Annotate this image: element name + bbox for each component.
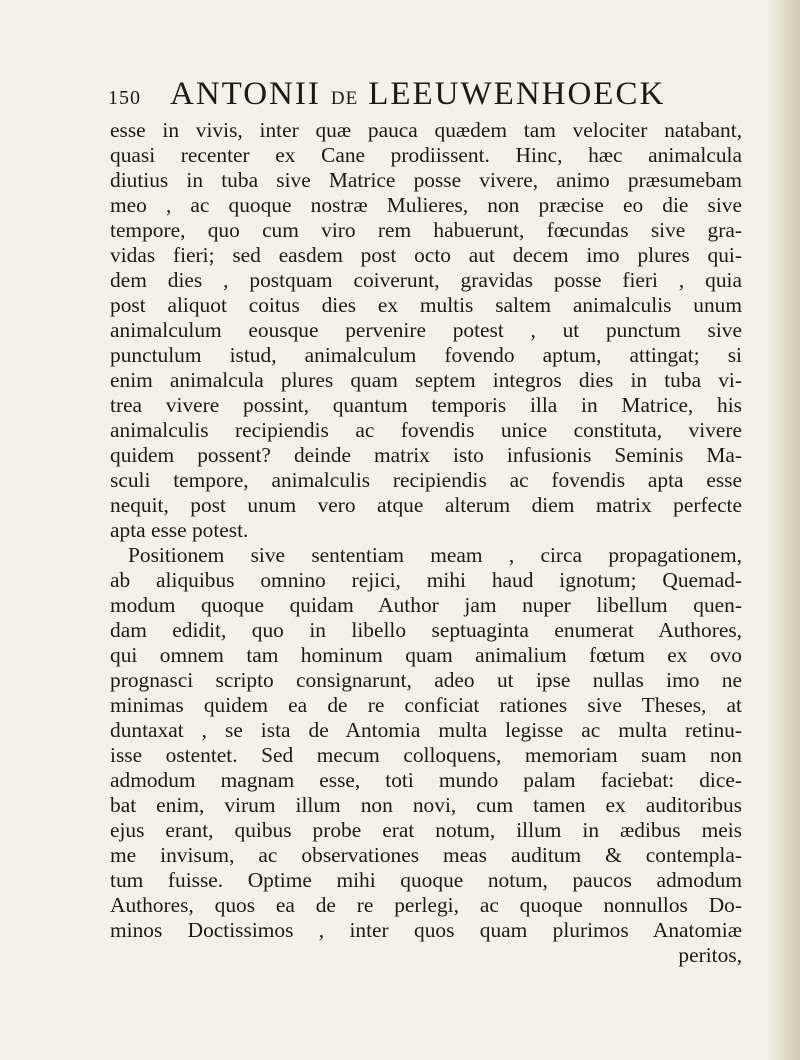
text-line: meo , ac quoque nostræ Mulieres, non præcise eo die sive bbox=[110, 193, 742, 217]
text-line: Authores, quos ea de re perlegi, ac quoque nonnullos Do- bbox=[110, 893, 742, 917]
running-header bbox=[108, 76, 708, 116]
text-line: animalculum eousque pervenire potest , ut punctum sive bbox=[110, 318, 742, 342]
running-title bbox=[170, 76, 665, 113]
running-title-author: ANTONII bbox=[170, 76, 321, 112]
text-line: ejus erant, quibus probe erat notum, illum in ædibus meis bbox=[110, 818, 742, 842]
text-line: duntaxat , se ista de Antomia multa legisse ac multa retinu- bbox=[110, 718, 742, 742]
text-line: dam edidit, quo in libello septuaginta enumerat Authores, bbox=[110, 618, 742, 642]
text-line: me invisum, ac observationes meas auditum & contempla- bbox=[110, 843, 742, 867]
text-line: punctulum istud, animalculum fovendo aptum, attingat; si bbox=[110, 343, 742, 367]
text-line: peritos, bbox=[678, 943, 742, 967]
running-title-de: DE bbox=[330, 88, 359, 109]
text-line: sculi tempore, animalculis recipiendis ac fovendis apta esse bbox=[110, 468, 742, 492]
text-line: quasi recenter ex Cane prodiissent. Hinc, hæc animalcula bbox=[110, 143, 742, 167]
text-line: enim animalcula plures quam septem integros dies in tuba vi- bbox=[110, 368, 742, 392]
text-line: dem dies , postquam coiverunt, gravidas posse fieri , quia bbox=[110, 268, 742, 292]
text-line: animalculis recipiendis ac fovendis unice constituta, vivere bbox=[110, 418, 742, 442]
text-line: Positionem sive sententiam meam , circa propagationem, bbox=[128, 543, 742, 567]
text-line: prognasci scripto consignarunt, adeo ut ipse nullas imo ne bbox=[110, 668, 742, 692]
text-line: modum quoque quidam Author jam nuper libellum quen- bbox=[110, 593, 742, 617]
text-line: vidas fieri; sed easdem post octo aut decem imo plures qui- bbox=[110, 243, 742, 267]
text-line: quidem possent? deinde matrix isto infusionis Seminis Ma- bbox=[110, 443, 742, 467]
text-line: admodum magnam esse, toti mundo palam faciebat: dice- bbox=[110, 768, 742, 792]
text-line: trea vivere possint, quantum temporis illa in Matrice, his bbox=[110, 393, 742, 417]
text-line: esse in vivis, inter quæ pauca quædem tam velociter natabant, bbox=[110, 118, 742, 142]
text-line: post aliquot coitus dies ex multis saltem animalculis unum bbox=[110, 293, 742, 317]
text-line: tum fuisse. Optime mihi quoque notum, paucos admodum bbox=[110, 868, 742, 892]
text-line: tempore, quo cum viro rem habuerunt, fœcundas sive gra- bbox=[110, 218, 742, 242]
page-number: 150 bbox=[108, 87, 141, 109]
text-line: minimas quidem ea de re conficiat rationes sive Theses, at bbox=[110, 693, 742, 717]
text-line: qui omnem tam hominum quam animalium fœtum ex ovo bbox=[110, 643, 742, 667]
page-edge-shadow bbox=[766, 0, 800, 1060]
text-line: ab aliquibus omnino rejici, mihi haud ignotum; Quemad- bbox=[110, 568, 742, 592]
text-line: nequit, post unum vero atque alterum diem matrix perfecte bbox=[110, 493, 742, 517]
text-line: isse ostentet. Sed mecum colloquens, memoriam suam non bbox=[110, 743, 742, 767]
text-line: bat enim, virum illum non novi, cum tamen ex auditoribus bbox=[110, 793, 742, 817]
body-text bbox=[110, 118, 742, 968]
text-line: diutius in tuba sive Matrice posse vivere, animo præsumebam bbox=[110, 168, 742, 192]
text-line: minos Doctissimos , inter quos quam plurimos Anatomiæ bbox=[110, 918, 742, 942]
text-line: apta esse potest. bbox=[110, 518, 249, 542]
running-title-surname: LEEUWENHOECK bbox=[368, 76, 666, 112]
